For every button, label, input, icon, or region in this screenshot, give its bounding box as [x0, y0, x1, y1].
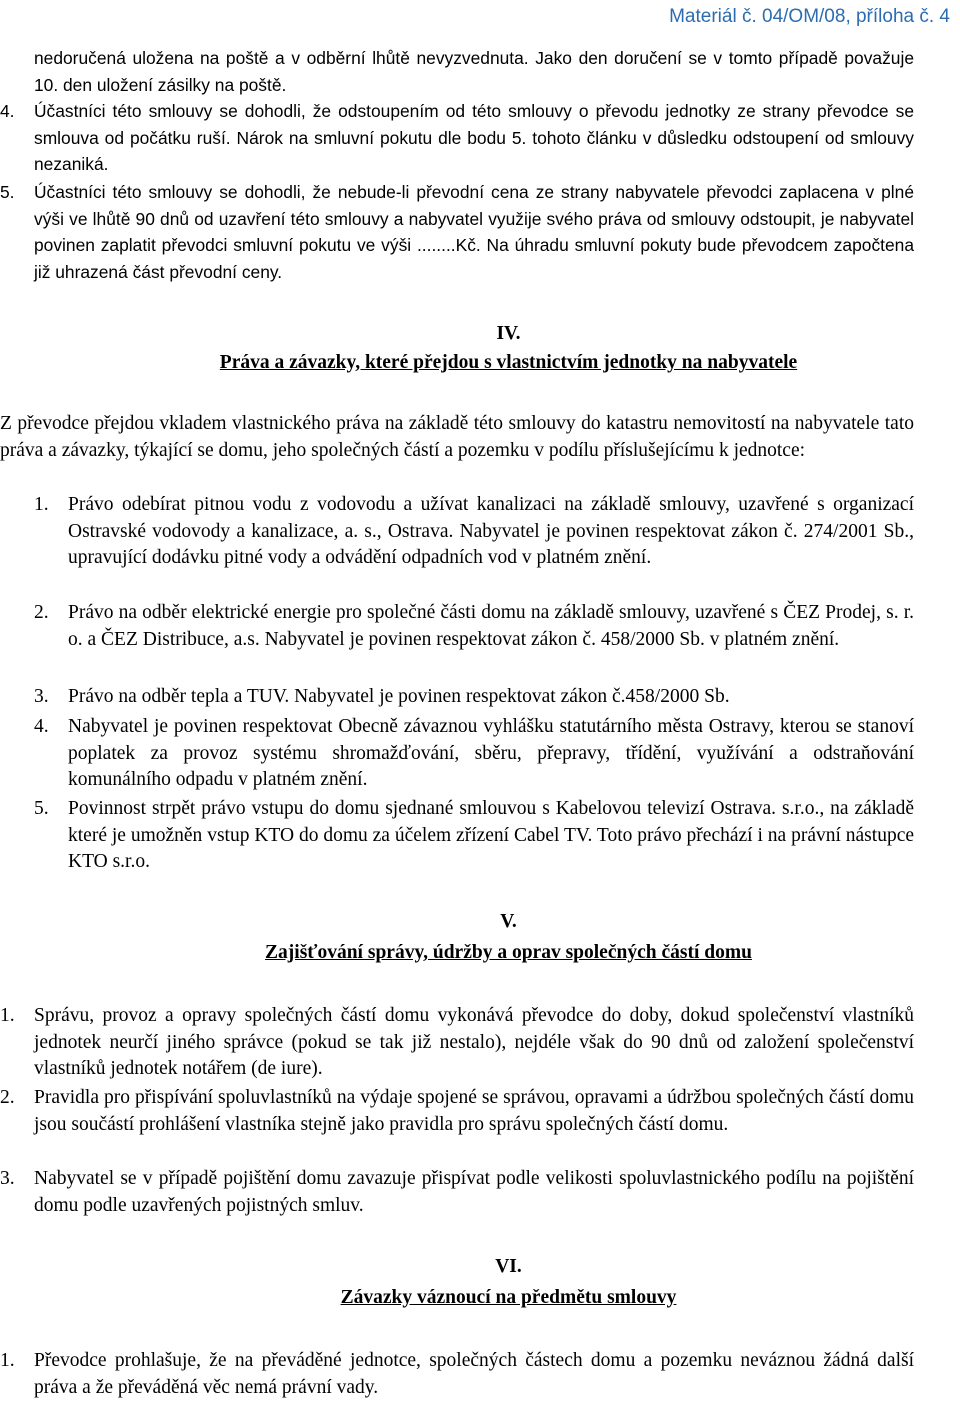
section-5-title: Zajišťování správy, údržby a oprav společných částí domu	[265, 942, 752, 963]
item-number: 3.	[0, 1168, 15, 1189]
continuation-paragraph: nedoručená uložena na poště a v odběrní lhůtě nevyzvednuta. Jako den doručení se v tomto případě považuje 10. den uložení zásilky na poště.	[34, 48, 914, 95]
item-number: 1.	[34, 494, 49, 515]
item-text: Převodce prohlašuje, že na převáděné jednotce, společných částech domu a pozemku neváznou žádná další práva a že převáděná věc nemá právní vady.	[34, 1350, 914, 1398]
item-number: 2.	[34, 602, 49, 623]
item-text: Nabyvatel se v případě pojištění domu zavazuje přispívat podle velikosti spoluvlastnického podílu na pojištění domu podle uzavřených pojistných smluv.	[34, 1168, 914, 1216]
item-number: 5.	[34, 798, 49, 819]
item-number: 3.	[34, 686, 49, 707]
item-number: 4.	[34, 716, 49, 737]
item-text: Správu, provoz a opravy společných částí domu vykonává převodce do doby, dokud společenství vlastníků jednotek neurčí jiného správce (pokud se tak již nestalo), nejdéle však do 90 dnů od založení společenství vlastníků jednotek notářem (de iure).	[34, 1005, 914, 1079]
item-text: Povinnost strpět právo vstupu do domu sjednané smlouvou s Kabelovou televizí Ostrava. s.r.o., na základě které je umožněn vstup KTO do domu za účelem zřízení Cabel TV. Toto právo přechází i na právní nástupce KTO s.r.o.	[68, 798, 914, 872]
section-4-title: Práva a závazky, které přejdou s vlastnictvím jednotky na nabyvatele	[219, 352, 798, 373]
section-5-number: V.	[500, 911, 517, 932]
section-6-title: Závazky váznoucí na předmětu smlouvy	[340, 1287, 677, 1308]
item-text: Účastníci této smlouvy se dohodli, že odstoupením od této smlouvy o převodu jednotky ze strany převodce se smlouva od počátku ruší. Nárok na smluvní pokutu dle bodu 5. tohoto článku v důsledku odstoupení od smlouvy nezaniká.	[34, 101, 914, 174]
item-number: 1.	[0, 1005, 15, 1026]
attachment-reference: Materiál č. 04/OM/08, příloha č. 4	[669, 6, 950, 27]
item-text: Právo na odběr tepla a TUV. Nabyvatel je povinen respektovat zákon č.458/2000 Sb.	[68, 686, 730, 707]
item-text: Právo na odběr elektrické energie pro společné části domu na základě smlouvy, uzavřené s ČEZ Prodej, s. r. o. a ČEZ Distribuce, a.s. Nabyvatel je povinen respektovat zákon č. 458/2000 Sb. v platném znění.	[68, 602, 914, 650]
item-text: Nabyvatel je povinen respektovat Obecně závaznou vyhlášku statutárního města Ostravy, kterou se stanoví poplatek za provoz systému shromažďování, sběru, přepravy, třídění, využívání a odstraňování komunálního odpadu v platném znění.	[68, 716, 914, 790]
item-text: Pravidla pro přispívání spoluvlastníků na výdaje spojené se správou, opravami a údržbou společných částí domu jsou součástí prohlášení vlastníka stejně jako pravidla pro správu společných částí domu.	[34, 1087, 914, 1135]
item-number: 2.	[0, 1087, 15, 1108]
section-4-intro: Z převodce přejdou vkladem vlastnického práva na základě této smlouvy do katastru nemovitostí na nabyvatele tato práva a závazky, týkající se domu, jeho společných částí a pozemku v podílu příslušejícímu k jednotce:	[0, 413, 914, 461]
item-number: 4.	[0, 101, 15, 121]
item-number: 1.	[0, 1350, 15, 1371]
item-number: 5.	[0, 182, 15, 202]
section-6-number: VI.	[495, 1256, 522, 1277]
item-text: Účastníci této smlouvy se dohodli, že nebude-li převodní cena ze strany nabyvatele převodci zaplacena v plné výši ve lhůtě 90 dnů od uzavření této smlouvy a nabyvatel využije svého práva od smlouvy odstoupit, je nabyvatel povinen zaplatit převodci smluvní pokutu ve výši ........Kč. Na úhradu smluvní pokuty bude převodcem započtena již uhrazená část převodní ceny.	[34, 182, 914, 282]
item-text: Právo odebírat pitnou vodu z vodovodu a užívat kanalizaci na základě smlouvy, uzavřené s organizací Ostravské vodovody a kanalizace, a. s., Ostrava. Nabyvatel je povinen respektovat zákon č. 274/2001 Sb., upravující dodávku pitné vody a odvádění odpadních vod v platném znění.	[68, 494, 914, 568]
section-4-number: IV.	[496, 323, 521, 344]
